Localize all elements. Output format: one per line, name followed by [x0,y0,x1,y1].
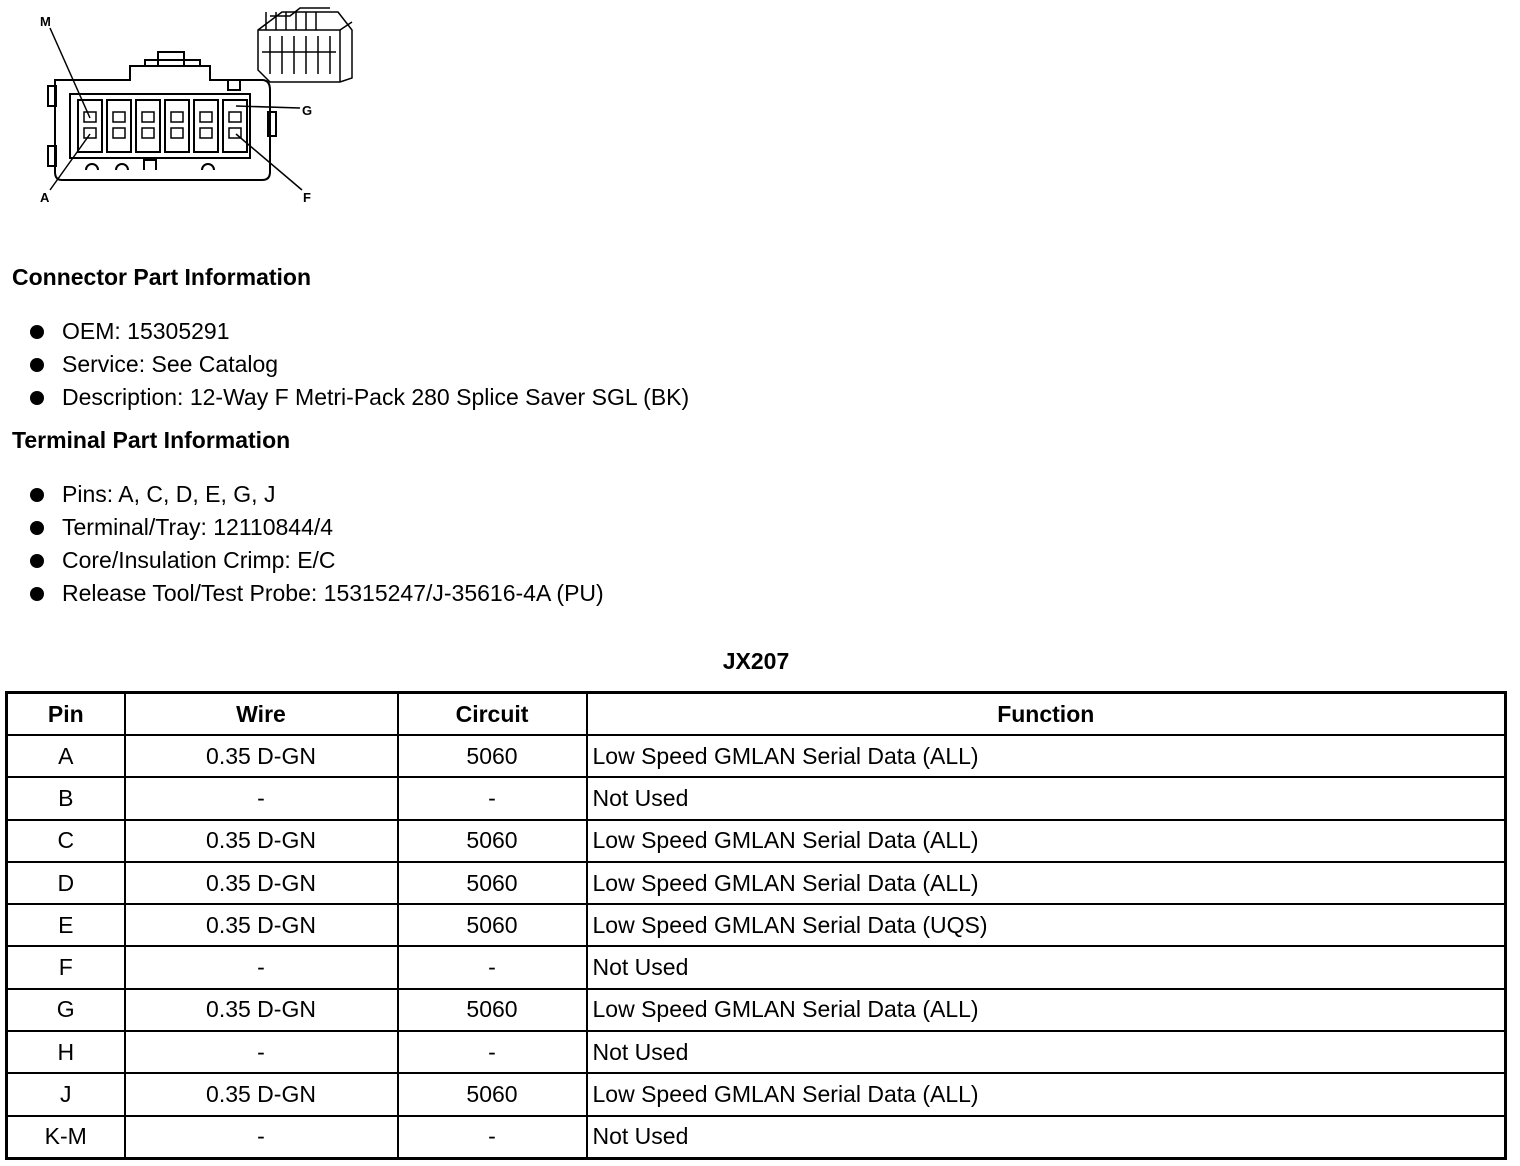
cell-wire: 0.35 D-GN [125,904,398,946]
cell-function: Low Speed GMLAN Serial Data (ALL) [587,989,1506,1031]
cell-wire: 0.35 D-GN [125,862,398,904]
table-row [7,777,1506,819]
cell-pin: E [7,904,125,946]
pinout-table [5,691,1507,1160]
cell-pin: D [7,862,125,904]
cell-wire: - [125,946,398,988]
connector-face [48,52,276,180]
connector-service: Service: See Catalog [62,351,279,377]
cell-circuit: - [398,1031,587,1073]
bullet-icon [30,554,44,568]
table-title: JX207 [722,648,790,674]
cell-pin: H [7,1031,125,1073]
cell-circuit: - [398,777,587,819]
table-row [7,1031,1506,1073]
cell-wire: 0.35 D-GN [125,989,398,1031]
list-item [28,577,604,610]
cell-wire: 0.35 D-GN [125,735,398,777]
cell-circuit: 5060 [398,862,587,904]
pin-label-f: F [303,190,311,205]
cell-function: Not Used [587,1031,1506,1073]
table-row [7,862,1506,904]
terminal-pins: Pins: A, C, D, E, G, J [62,481,276,507]
cell-function: Not Used [587,946,1506,988]
header-pin: Pin [7,693,125,736]
bullet-icon [30,521,44,535]
cell-circuit: 5060 [398,989,587,1031]
cell-circuit: - [398,946,587,988]
cell-circuit: - [398,1116,587,1159]
connector-info-list [28,315,689,414]
table-row [7,1073,1506,1115]
cell-pin: B [7,777,125,819]
table-row [7,904,1506,946]
list-item [28,478,604,511]
table-header-row [7,693,1506,736]
cell-wire: - [125,777,398,819]
table-row [7,1116,1506,1159]
bullet-icon [30,587,44,601]
list-item [28,381,689,414]
pin-label-a: A [40,190,50,205]
terminal-info-list [28,478,604,610]
list-item [28,315,689,348]
cell-function: Low Speed GMLAN Serial Data (ALL) [587,820,1506,862]
table-row [7,820,1506,862]
cell-wire: 0.35 D-GN [125,1073,398,1115]
cell-function: Not Used [587,777,1506,819]
cell-pin: J [7,1073,125,1115]
terminal-info-heading: Terminal Part Information [12,427,291,453]
cell-circuit: 5060 [398,1073,587,1115]
bullet-icon [30,391,44,405]
terminal-crimp: Core/Insulation Crimp: E/C [62,547,336,573]
cell-wire: - [125,1031,398,1073]
cell-circuit: 5060 [398,735,587,777]
cell-pin: C [7,820,125,862]
pin-label-m: M [40,14,51,29]
pin-label-g: G [302,103,313,118]
header-circuit: Circuit [398,693,587,736]
cell-pin: F [7,946,125,988]
connector-description: Description: 12-Way F Metri-Pack 280 Splice Saver SGL (BK) [62,384,690,410]
connector-diagram [0,0,370,215]
cell-function: Low Speed GMLAN Serial Data (ALL) [587,735,1506,777]
cell-wire: 0.35 D-GN [125,820,398,862]
connector-info-heading: Connector Part Information [12,264,312,290]
list-item [28,348,689,381]
bullet-icon [30,358,44,372]
connector-oem: OEM: 15305291 [62,318,230,344]
header-function: Function [587,693,1506,736]
connector-thumbnail [258,8,352,82]
cell-pin: G [7,989,125,1031]
table-row [7,735,1506,777]
cell-pin: K-M [7,1116,125,1159]
table-row [7,989,1506,1031]
terminal-tray: Terminal/Tray: 12110844/4 [62,514,334,540]
cell-function: Low Speed GMLAN Serial Data (UQS) [587,904,1506,946]
cell-pin: A [7,735,125,777]
list-item [28,544,604,577]
list-item [28,511,604,544]
cell-circuit: 5060 [398,820,587,862]
cell-function: Not Used [587,1116,1506,1159]
cell-function: Low Speed GMLAN Serial Data (ALL) [587,1073,1506,1115]
table-row [7,946,1506,988]
bullet-icon [30,325,44,339]
terminal-release-tool: Release Tool/Test Probe: 15315247/J-35616-4A (PU) [62,580,604,606]
bullet-icon [30,488,44,502]
cell-circuit: 5060 [398,904,587,946]
header-wire: Wire [125,693,398,736]
cell-function: Low Speed GMLAN Serial Data (ALL) [587,862,1506,904]
cell-wire: - [125,1116,398,1159]
